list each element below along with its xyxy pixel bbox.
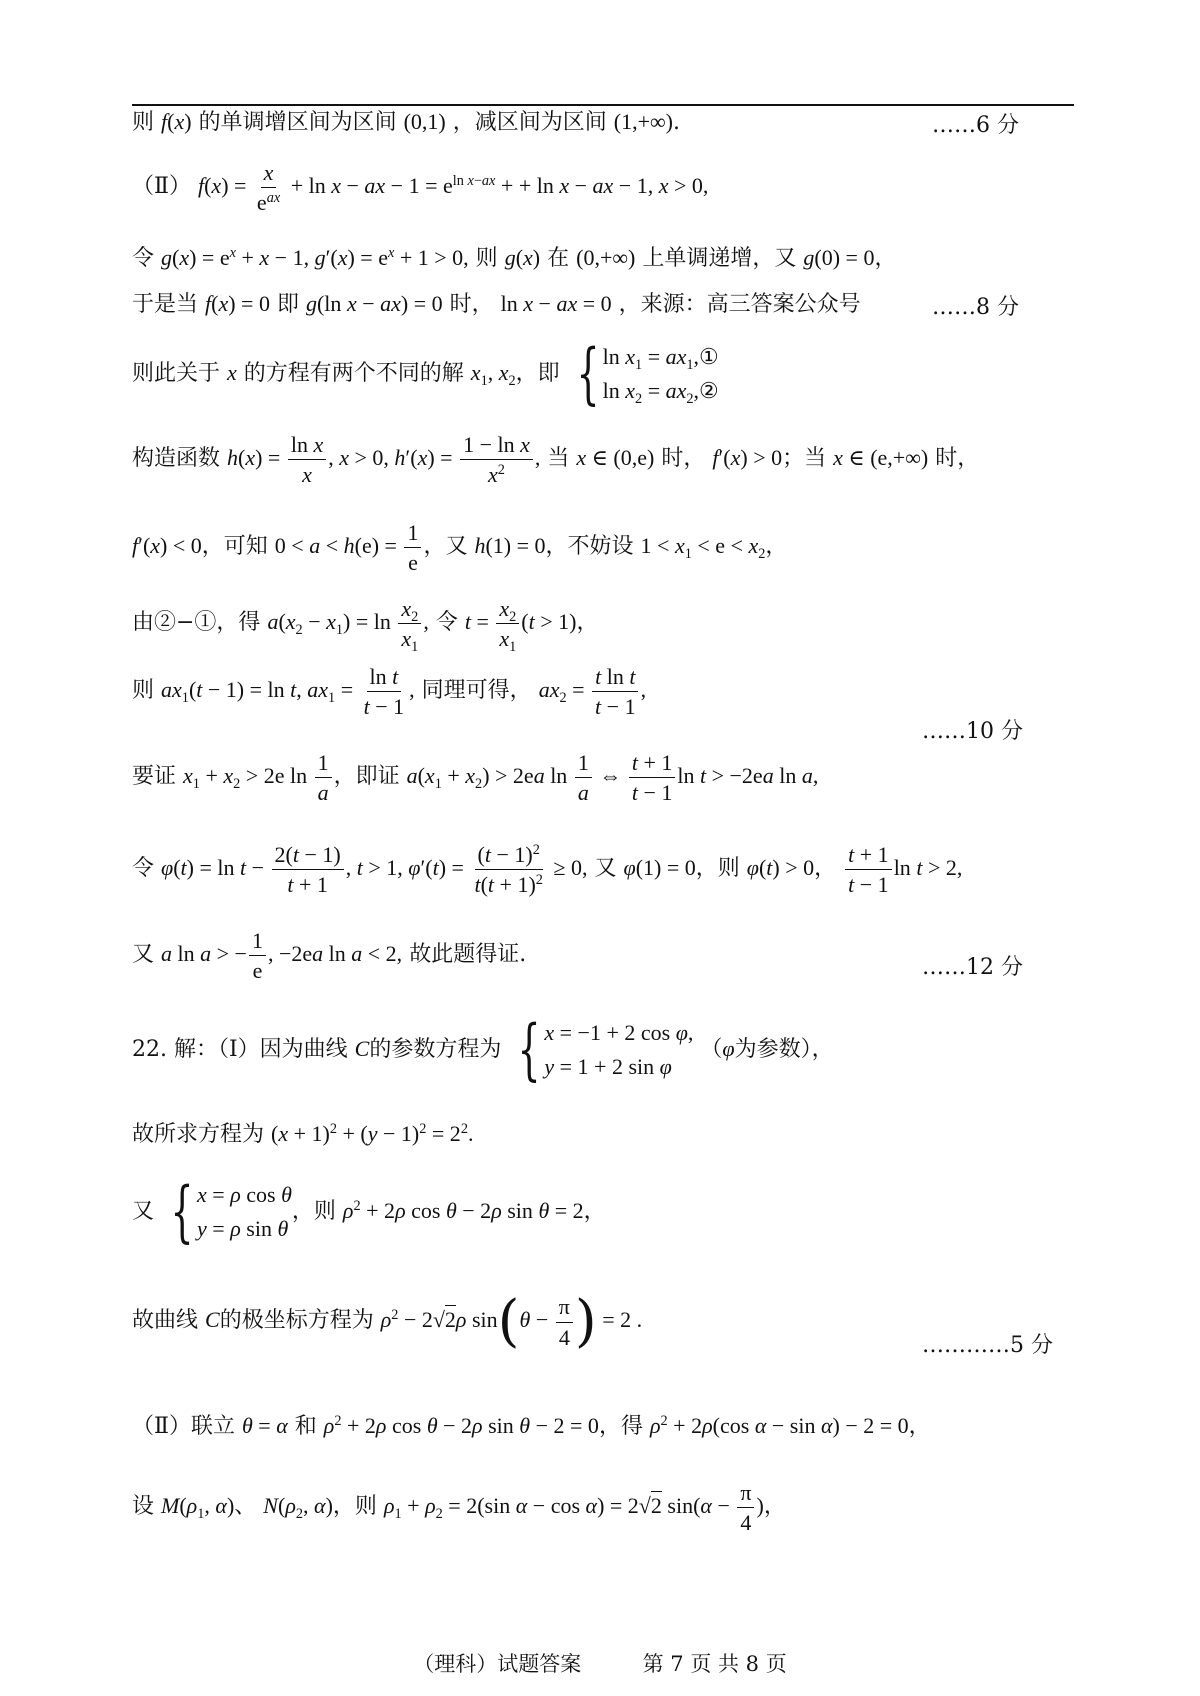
- score-mark: ……10 分: [922, 719, 1023, 744]
- text: 令: [132, 246, 155, 271]
- text: 令: [132, 855, 155, 881]
- fraction: $\frac{\text{t ln t}}{t - 1}$: [592, 664, 639, 720]
- fraction: $\frac{x_2}{x_1}$: [496, 596, 519, 652]
- text: 的极坐标方程为: [219, 1308, 374, 1334]
- text: 又: [132, 1199, 155, 1225]
- fraction: $\frac{2(t - 1)}{t + 1}$: [272, 842, 344, 898]
- fraction: $\frac{1}{e}$: [404, 520, 421, 576]
- text: ，: [874, 246, 897, 271]
- text: 故所求方程为: [132, 1122, 265, 1147]
- score-mark: ……12 分: [922, 955, 1023, 980]
- solution-line-13: 22. 解：（Ⅰ）因为曲线 C的参数方程为 { x = −1 + 2 cos φ, y = 1 + 2 sin φ （φ为参数），: [132, 1011, 834, 1089]
- text: （: [700, 1037, 723, 1063]
- text: ，则: [332, 1493, 377, 1519]
- page-number: 第 7 页 共 8 页: [642, 1652, 787, 1676]
- text: ，可知: [201, 533, 268, 559]
- text: 在: [547, 246, 570, 271]
- fraction: $\frac{1}{a}$: [575, 750, 592, 806]
- text: 则此关于: [132, 361, 221, 387]
- solution-line-15: 又 { x = ρ cos θ y = ρ sin θ ，则 $\rho^2 + 2\rho$ cos θ − 2ρ sin θ = 2，: [132, 1173, 606, 1251]
- text: ，: [814, 855, 837, 881]
- text: 同理可得，: [421, 677, 532, 703]
- text: 时，: [449, 292, 494, 317]
- solution-line-9: 则 $ax_1(t - 1) = \ln t$, $ax_1$ = $\frac{\text{ln t}}{t - 1}$ , 同理可得， $ax_2$ = $\frac{\text{t ln t}}{t - 1}$ ,: [132, 664, 647, 720]
- equation-system: { $\ln x_1$ = $ax_1,①$ $\ln x_2$ = $ax_2,②$: [576, 335, 719, 413]
- solution-line-5: 则此关于 x 的方程有两个不同的解 $x_1$, $x_2$，即 { $\ln x_1$ = $ax_1,①$ $\ln x_2$ = $ax_2,②$: [132, 335, 719, 413]
- text: 则: [132, 677, 155, 703]
- text: ，: [763, 1493, 786, 1519]
- text: 当: [547, 445, 570, 471]
- solution-line-11: 令 φ(t) = ln t − $\frac{2(t - 1)}{t + 1}$ , t > 1, φ′(t) = $\frac{(t - 1)^2}{t(t + 1)^2}$ ≥ 0, 又 φ(1) = 0，则 φ(t) > 0， $\frac{t + 1}{t - 1}$ ln t > 2,: [132, 842, 963, 898]
- text: 的单调增区间为区间: [198, 110, 397, 135]
- solution-line-2: （Ⅱ） f(x) = $\frac{x}{e^{ax}}$ + ln x − ax − $1 = e^{ln x-ax}$ + + ln x − ax − 1, x > 0,: [132, 160, 709, 216]
- text: ；当: [782, 445, 827, 471]
- fraction: $\frac{t + 1}{t - 1}$: [845, 842, 892, 898]
- text: 故此题得证.: [409, 941, 527, 967]
- text: 于是当: [132, 292, 199, 317]
- text: 构造函数: [132, 445, 221, 471]
- text: 的方程有两个不同的解: [243, 361, 464, 387]
- solution-line-17: （Ⅱ）联立 θ = α 和 $\rho^2 + 2\rho$ cos θ − 2ρ sin θ − 2 = 0，得 $\rho^2 + 2\rho(\cos$ α − sin α) − 2 = 0，: [132, 1413, 931, 1439]
- text: （Ⅱ）: [132, 173, 191, 199]
- text: 设: [132, 1493, 155, 1519]
- text: 要证: [132, 763, 177, 789]
- fraction: $\frac{\pi}{4}$: [556, 1294, 573, 1350]
- score-mark: ……8 分: [932, 295, 1019, 320]
- solution-line-8: 由②−①，得 $a(x_2 - x_1) = \ln$ $\frac{x_2}{x_1}$ , 令 t = $\frac{x_2}{x_1}$ (t > 1)，: [132, 596, 599, 656]
- text: ，: [908, 1414, 931, 1439]
- text: 的参数方程为: [369, 1037, 502, 1063]
- text: ，: [583, 1199, 606, 1225]
- text: 时，: [935, 445, 980, 471]
- text: 又: [594, 855, 617, 881]
- solution-line-18: 设 $M(\rho_1$, α)、 $N(\rho_2$, α)，则 $\rho_1 + \rho_2 = 2(\sin$ α − cos α) = 2√2 sin(α − $\frac{\pi}{4}$ )，: [132, 1480, 786, 1536]
- fraction: $\frac{x_2}{x_1}$: [398, 596, 421, 652]
- text: （Ⅱ）联立: [132, 1414, 235, 1439]
- page-footer: [0, 1648, 1200, 1678]
- text: ②: [699, 378, 719, 404]
- text: 则: [475, 246, 498, 271]
- solution-line-10: 要证 $x_1 + x_2 > 2e$ ln $\frac{1}{a}$ ，即证 $a(x_1 + x_2) > 2ea$ ln $\frac{1}{a}$ ⇔ $\frac{t + 1}{t - 1}$ ln t > −2ea ln a,: [132, 750, 819, 806]
- text: ，则: [291, 1199, 336, 1225]
- text: 、: [234, 1493, 257, 1519]
- equation-system: { x = −1 + 2 cos φ, y = 1 + 2 sin φ: [517, 1011, 694, 1089]
- solution-line-6: 构造函数 h(x) = $\frac{\text{ln x}}{x}$ , x > 0, h′(x) = $\frac{\text{1 − ln x}}{x^2}$ , 当 x ∈ (0,e) 时， f′(x) > 0；当 x ∈ (e,+∞) 时，: [132, 432, 980, 488]
- fraction: $\frac{1}{a}$: [315, 750, 332, 806]
- fraction: $\frac{\text{ln t}}{t - 1}$: [363, 664, 405, 720]
- text: 令: [435, 609, 458, 635]
- solution-line-3: 令 $g(x) = e^x + x - 1$, $g'(x) = e^x + 1 > 0$, 则 g(x) 在 (0,+∞) 上单调递增，又 g(0) = 0，: [132, 245, 897, 271]
- fraction: $\frac{\pi}{4}$: [737, 1480, 754, 1536]
- text: ，即: [515, 361, 560, 387]
- text: ，不妨设: [545, 533, 634, 559]
- text: ，即证: [333, 763, 400, 789]
- solution-line-14: 故所求方程为 $(x + 1)^2 + (y - 1)^2 = 2^2$.: [132, 1121, 474, 1147]
- solution-line-16: 故曲线 C的极坐标方程为 $\rho^2 - 2√2\rho$ sin(θ − $\frac{\pi}{4}$ ) = 2 .: [132, 1289, 643, 1354]
- text: ，得: [598, 1414, 643, 1439]
- text: 为参数），: [734, 1037, 834, 1063]
- equation-system: { x = ρ cos θ y = ρ sin θ: [170, 1173, 292, 1251]
- text: .: [673, 110, 680, 135]
- text: 即: [276, 292, 299, 317]
- footer-title: （理科）试题答案: [413, 1652, 582, 1676]
- fraction: $\frac{\text{1 − ln x}}{x^2}$: [460, 432, 533, 488]
- fraction: $\frac{t + 1}{t - 1}$: [629, 750, 676, 806]
- fraction: $\frac{\text{ln x}}{x}$: [288, 432, 326, 488]
- text: ，: [765, 533, 788, 559]
- solution-line-7: f′(x) < 0，可知 0 < a < h(e) = $\frac{1}{e}$ ，又 h(1) = 0，不妨设 $1 < x_1 < e < x_2$，: [132, 520, 788, 576]
- fraction: $\frac{1}{e}$: [249, 928, 266, 984]
- score-mark: …………5 分: [922, 1333, 1053, 1358]
- text: 22. 解：（Ⅰ）因为曲线: [132, 1037, 348, 1063]
- text: 故曲线: [132, 1308, 199, 1334]
- text: ，则: [695, 855, 740, 881]
- text: 时，: [661, 445, 706, 471]
- text: ，又: [423, 533, 468, 559]
- text: ①: [699, 344, 719, 369]
- fraction: $\frac{(t - 1)^2}{t(t + 1)^2}$: [474, 842, 543, 898]
- text: 上单调递增，又: [642, 246, 797, 271]
- text: 则: [132, 110, 155, 135]
- solution-line-12: 又 a ln a > − $\frac{1}{e}$ , −2ea ln a < 2, 故此题得证.: [132, 928, 527, 984]
- text: 由②−①，得: [132, 609, 261, 635]
- text: ，来源：高三答案公众号: [618, 292, 861, 317]
- score-mark: ……6 分: [932, 113, 1019, 138]
- header-rule: [132, 104, 1074, 106]
- text: 和: [294, 1414, 317, 1439]
- solution-line-4: 于是当 f(x) = 0 即 g(ln x − ax) = 0 时， ln x − ax = 0 ，来源：高三答案公众号: [132, 291, 861, 317]
- solution-line-1: 则 f(x) 的单调增区间为区间 (0,1) ，减区间为区间 (1,+∞).: [132, 109, 680, 135]
- text: 又: [132, 941, 155, 967]
- text: ，减区间为区间: [452, 110, 607, 135]
- fraction: $\frac{x}{e^{ax}}$: [256, 160, 281, 216]
